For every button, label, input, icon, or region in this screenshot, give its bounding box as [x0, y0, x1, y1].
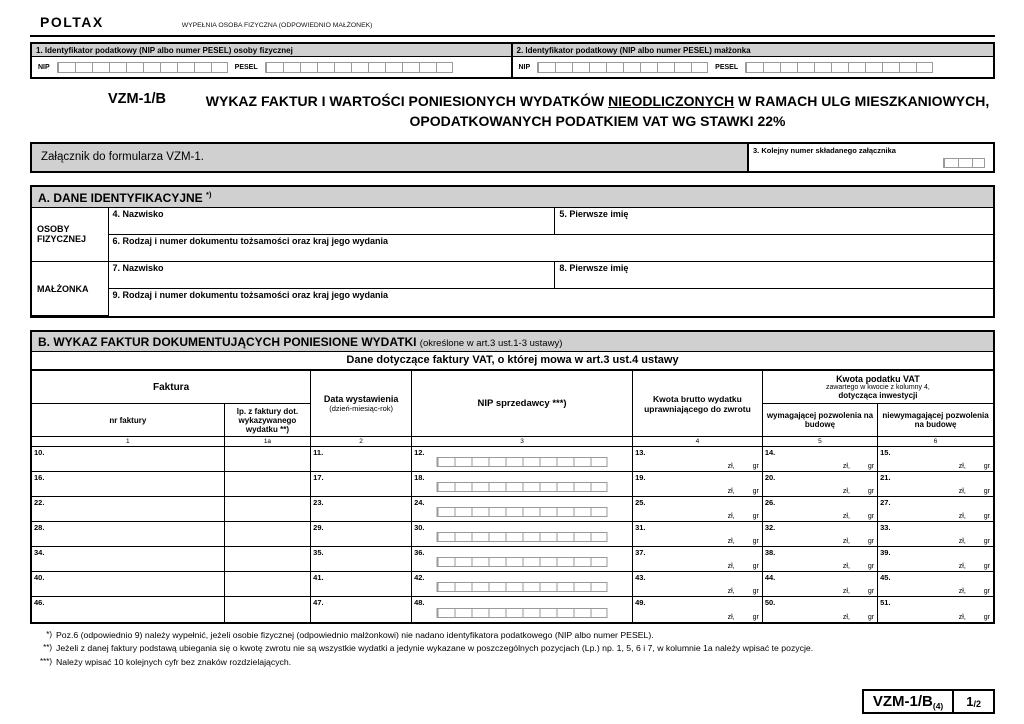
currency-suffix: zł, gr	[727, 563, 759, 571]
fill-instruction-note: WYPEŁNIA OSOBA FIZYCZNA (ODPOWIEDNIO MAŁŻONEK)	[181, 22, 373, 29]
form-title-block	[30, 91, 995, 132]
top-bar	[30, 12, 995, 37]
currency-suffix: zł, gr	[958, 588, 990, 596]
seller-nip-comb-field[interactable]	[437, 557, 608, 567]
currency-suffix: zł, gr	[958, 513, 990, 521]
spouse-pesel-field[interactable]	[745, 62, 933, 73]
invoices-table-head	[32, 371, 993, 447]
seller-nip-comb-field[interactable]	[437, 507, 608, 517]
gross-amount-cell[interactable]: 13. zł, gr	[633, 447, 763, 472]
spouse-id-box	[513, 44, 994, 77]
col-header-invoice-number: nr faktury	[32, 404, 224, 437]
invoice-number-cell[interactable]: 46.	[32, 597, 224, 622]
footnotes	[30, 629, 995, 669]
underlined-word: NIEODLICZONYCH	[608, 93, 735, 109]
column-number-row	[32, 437, 993, 447]
table-row	[32, 447, 993, 472]
vat-permit-not-required-cell[interactable]: 15. zł, gr	[878, 447, 993, 472]
seller-nip-cell[interactable]: 48.	[412, 597, 633, 622]
invoice-lp-cell[interactable]	[224, 497, 310, 522]
issue-date-cell[interactable]: 17.	[311, 472, 412, 497]
gross-amount-cell[interactable]: 43. zł, gr	[633, 572, 763, 597]
issue-date-cell[interactable]: 41.	[311, 572, 412, 597]
seller-nip-cell[interactable]: 24.	[412, 497, 633, 522]
invoice-number-cell[interactable]: 28.	[32, 522, 224, 547]
footnote-marker: *)	[46, 629, 52, 639]
col-number: 3	[412, 437, 633, 447]
currency-suffix: zł, gr	[727, 488, 759, 496]
currency-suffix: zł, gr	[727, 463, 759, 471]
col-number: 4	[633, 437, 763, 447]
form-title-line2: OPODATKOWANYCH PODATKIEM VAT WG STAWKI 22%	[409, 113, 786, 130]
invoice-number-cell[interactable]: 40.	[32, 572, 224, 597]
vat-permit-required-cell[interactable]: 14. zł, gr	[762, 447, 877, 472]
seller-nip-comb-field[interactable]	[437, 457, 608, 467]
currency-suffix: zł, gr	[842, 588, 875, 596]
identification-table	[32, 208, 993, 317]
field-firstname-spouse[interactable]: 8. Pierwsze imię	[555, 262, 993, 289]
form-title	[200, 91, 995, 132]
field-document-taxpayer[interactable]: 6. Rodzaj i numer dokumentu tożsamości oraz kraj jego wydania	[108, 235, 993, 262]
invoice-lp-cell[interactable]	[224, 547, 310, 572]
vat-permit-required-cell[interactable]: 32. zł, gr	[762, 522, 877, 547]
attachment-label: Załącznik do formularza VZM-1.	[30, 142, 749, 173]
taxpayer-side-label: OSOBY FIZYCZNEJ	[32, 208, 108, 262]
vat-permit-not-required-cell[interactable]: 21. zł, gr	[878, 472, 993, 497]
table-row	[32, 472, 993, 497]
footnote	[30, 642, 995, 655]
attachment-number-field[interactable]	[943, 158, 985, 168]
taxpayer-nip-field[interactable]	[57, 62, 228, 73]
taxpayer-id-label: 1. Identyfikator podatkowy (NIP albo numer PESEL) osoby fizycznej	[32, 44, 511, 57]
vat-permit-required-cell[interactable]: 26. zł, gr	[762, 497, 877, 522]
col-header-seller-nip: NIP sprzedawcy ***)	[412, 371, 633, 437]
currency-suffix: zł, gr	[727, 613, 759, 621]
invoice-number-cell[interactable]: 10.	[32, 447, 224, 472]
poltax-logo: POLTAX	[40, 14, 104, 30]
col-number: 1	[32, 437, 224, 447]
field-surname-taxpayer[interactable]: 4. Nazwisko	[108, 208, 555, 235]
issue-date-cell[interactable]: 29.	[311, 522, 412, 547]
currency-suffix: zł, gr	[842, 613, 875, 621]
currency-suffix: zł, gr	[958, 563, 990, 571]
col-number: 6	[878, 437, 993, 447]
footer-form-code: VZM-$1/B_{(4)}$	[864, 691, 954, 712]
attachment-number-box	[749, 142, 995, 173]
field-document-spouse[interactable]: 9. Rodzaj i numer dokumentu tożsamości oraz kraj jego wydania	[108, 289, 993, 316]
form-title-line1: WYKAZ FAKTUR I WARTOŚCI PONIESIONYCH WYDATKÓW NIEODLICZONYCH W RAMACH ULG MIESZKANIOWYCH,	[205, 93, 990, 109]
currency-suffix: zł, gr	[842, 488, 875, 496]
col-number: 2	[311, 437, 412, 447]
table-row	[32, 547, 993, 572]
invoice-lp-cell[interactable]	[224, 572, 310, 597]
pesel-label: PESEL	[715, 63, 739, 71]
section-b-subtitle: Dane dotyczące faktury VAT, o której mowa w art.3 ust.4 ustawy	[32, 352, 993, 370]
table-row	[32, 497, 993, 522]
invoice-lp-cell[interactable]	[224, 472, 310, 497]
currency-suffix: zł, gr	[727, 588, 759, 596]
section-a-header: A. DANE IDENTYFIKACYJNE *)	[32, 187, 993, 208]
gross-amount-cell[interactable]: 19. zł, gr	[633, 472, 763, 497]
footnote-text: Poz.6 (odpowiednio 9) należy wypełnić, jeżeli osobie fizycznej (odpowiednio małżonkowi) nie nadano identyfikatora podatkowego (NIP albo numer PESEL).	[56, 629, 654, 640]
table-row	[32, 572, 993, 597]
spouse-side-label: MAŁŻONKA	[32, 262, 108, 316]
gross-amount-cell[interactable]: 31. zł, gr	[633, 522, 763, 547]
seller-nip-cell[interactable]: 12.	[412, 447, 633, 472]
vat-permit-not-required-cell[interactable]: 39. zł, gr	[878, 547, 993, 572]
pesel-label: PESEL	[234, 63, 258, 71]
section-b	[30, 330, 995, 624]
seller-nip-comb-field[interactable]	[437, 582, 608, 592]
nip-label: NIP	[38, 63, 50, 71]
currency-suffix: zł, gr	[727, 513, 759, 521]
table-row	[32, 522, 993, 547]
issue-date-cell[interactable]: 11.	[311, 447, 412, 472]
nip-label: NIP	[518, 63, 531, 71]
section-b-header: B. WYKAZ FAKTUR DOKUMENTUJĄCYCH PONIESIONE WYDATKI (określone w art.3 ust.1-3 ustawy)	[32, 332, 993, 352]
vat-permit-not-required-cell[interactable]: 27. zł, gr	[878, 497, 993, 522]
issue-date-cell[interactable]: 35.	[311, 547, 412, 572]
spouse-id-fields	[513, 57, 994, 77]
issue-date-cell[interactable]: 23.	[311, 497, 412, 522]
field-firstname-taxpayer[interactable]: 5. Pierwsze imię	[555, 208, 993, 235]
identifier-row	[30, 42, 995, 79]
footnote	[30, 629, 995, 642]
footnote-text: Jeżeli z danej faktury podstawą ubiegania się o kwotę zwrotu nie są wszystkie wydatki a jedynie wykazane w poszczególnych pozycjach (Lp.) np. 1, 5, 6 i 7, w kolumnie 1a należy wpisać te pozycje.	[56, 643, 814, 654]
col-number: 5	[762, 437, 877, 447]
footnote	[30, 656, 995, 669]
section-b-note: (określone w art.3 ust.1-3 ustawy)	[419, 338, 563, 350]
footnote-marker: **)	[43, 643, 52, 653]
currency-suffix: zł, gr	[958, 488, 990, 496]
col-header-vat-permit-required: wymagającej pozwolenia na budowę	[762, 404, 877, 437]
col-header-gross-amount: Kwota brutto wydatku uprawniającego do zwrotu	[633, 371, 763, 437]
vat-permit-required-cell[interactable]: 50. zł, gr	[762, 597, 877, 622]
col-header-issue-date: Data wystawienia (dzień-miesiąc-rok)	[311, 371, 412, 437]
footer-page-indicator: 1 /2	[966, 694, 981, 709]
taxpayer-id-fields	[32, 57, 511, 77]
spouse-nip-field[interactable]	[537, 62, 708, 73]
currency-suffix: zł, gr	[958, 613, 990, 621]
seller-nip-cell[interactable]: 18.	[412, 472, 633, 497]
seller-nip-comb-field[interactable]	[437, 608, 608, 618]
field-surname-spouse[interactable]: 7. Nazwisko	[108, 262, 555, 289]
attachment-row	[30, 142, 995, 173]
vat-permit-not-required-cell[interactable]: 51. zł, gr	[878, 597, 993, 622]
section-a	[30, 185, 995, 319]
invoice-number-cell[interactable]: 16.	[32, 472, 224, 497]
currency-suffix: zł, gr	[958, 463, 990, 471]
vat-permit-not-required-cell[interactable]: 45. zł, gr	[878, 572, 993, 597]
currency-suffix: zł, gr	[842, 563, 875, 571]
currency-suffix: zł, gr	[958, 538, 990, 546]
invoice-number-cell[interactable]: 22.	[32, 497, 224, 522]
seller-nip-comb-field[interactable]	[437, 532, 608, 542]
currency-suffix: zł, gr	[842, 538, 875, 546]
invoices-table	[32, 370, 993, 622]
col-header-vat-group: Kwota podatku VAT zawartego w kwocie z kolumny 4, dotycząca inwestycji	[762, 371, 993, 404]
taxpayer-pesel-field[interactable]	[265, 62, 453, 73]
invoice-lp-cell[interactable]	[224, 597, 310, 622]
footnote-ref: *)	[206, 189, 212, 199]
issue-date-cell[interactable]: 47.	[311, 597, 412, 622]
currency-suffix: zł, gr	[842, 463, 875, 471]
vat-permit-required-cell[interactable]: 44. zł, gr	[762, 572, 877, 597]
footer-form-version: (4)	[932, 701, 944, 711]
col-header-vat-permit-not-required: niewymagającej pozwolenia na budowę	[878, 404, 993, 437]
currency-suffix: zł, gr	[842, 513, 875, 521]
seller-nip-cell[interactable]: 36.	[412, 547, 633, 572]
gross-amount-cell[interactable]: 49. zł, gr	[633, 597, 763, 622]
col-header-faktura: Faktura	[32, 371, 311, 404]
gross-amount-cell[interactable]: 25. zł, gr	[633, 497, 763, 522]
form-code: VZM-1/B	[108, 91, 166, 107]
taxpayer-id-box	[32, 44, 513, 77]
seller-nip-cell[interactable]: 42.	[412, 572, 633, 597]
spouse-id-label: 2. Identyfikator podatkowy (NIP albo numer PESEL) małżonka	[513, 44, 994, 57]
currency-suffix: zł, gr	[727, 538, 759, 546]
col-header-invoice-lp: lp. z faktury dot. wykazywanego wydatku **)	[224, 404, 310, 437]
seller-nip-cell[interactable]: 30.	[412, 522, 633, 547]
table-row	[32, 597, 993, 622]
vat-permit-required-cell[interactable]: 20. zł, gr	[762, 472, 877, 497]
footnote-marker: ***)	[39, 656, 52, 666]
col-number: 1a	[224, 437, 310, 447]
attachment-number-label: 3. Kolejny numer składanego załącznika	[753, 145, 896, 155]
seller-nip-comb-field[interactable]	[437, 482, 608, 492]
invoices-table-body	[32, 447, 993, 622]
vat-permit-not-required-cell[interactable]: 33. zł, gr	[878, 522, 993, 547]
invoice-number-cell[interactable]: 34.	[32, 547, 224, 572]
page-footer	[862, 689, 995, 714]
footnote-text: Należy wpisać 10 kolejnych cyfr bez znaków rozdzielających.	[56, 656, 292, 667]
invoice-lp-cell[interactable]	[224, 447, 310, 472]
invoice-lp-cell[interactable]	[224, 522, 310, 547]
vat-permit-required-cell[interactable]: 38. zł, gr	[762, 547, 877, 572]
gross-amount-cell[interactable]: 37. zł, gr	[633, 547, 763, 572]
